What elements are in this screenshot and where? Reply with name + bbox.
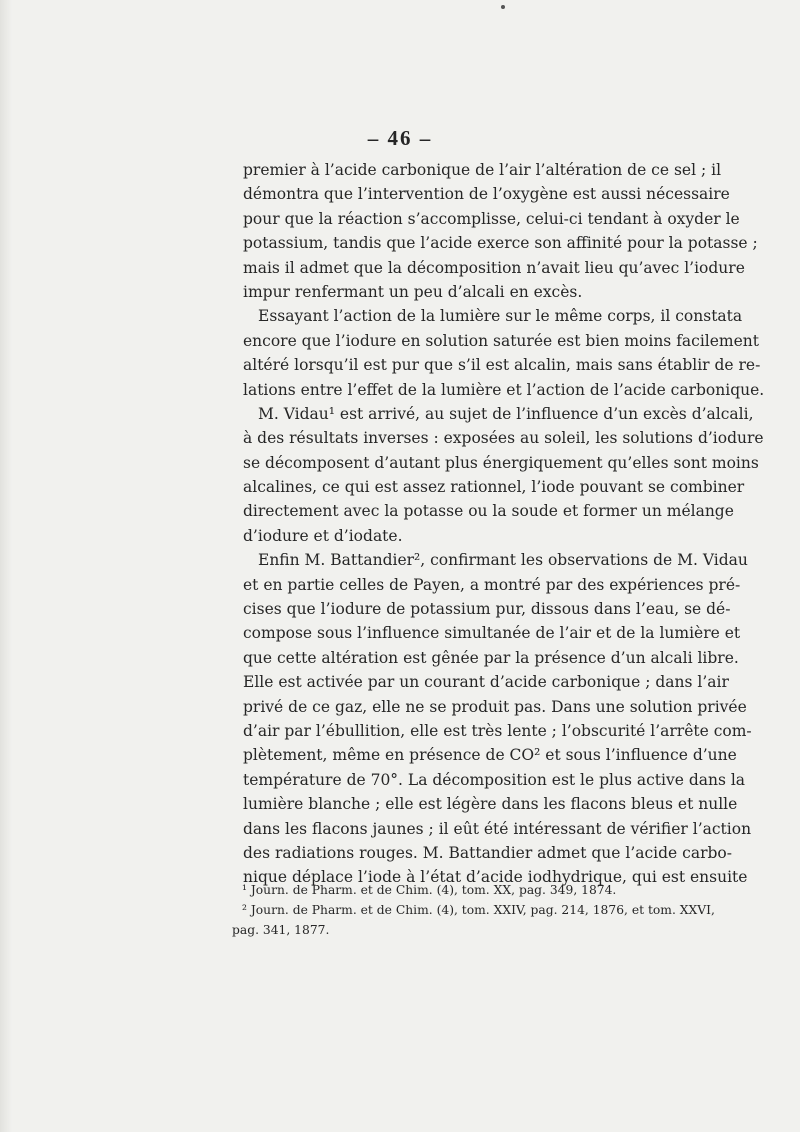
page-edge-shadow <box>0 0 12 1132</box>
footnote-2: ² Journ. de Pharm. et de Chim. (4), tom. XXIV, pag. 214, 1876, et tom. XXVI, <box>242 903 715 917</box>
text-line: potassium, tandis que l’acide exerce son affinité pour la potasse ; <box>243 234 758 253</box>
text-line: lumière blanche ; elle est légère dans les flacons bleus et nulle <box>243 795 738 814</box>
footnote-1: ¹ Journ. de Pharm. et de Chim. (4), tom. XX, pag. 349, 1874. <box>242 883 617 897</box>
print-speck <box>501 5 505 9</box>
text-line: température de 70°. La décomposition est le plus active dans la <box>243 770 746 789</box>
text-line: privé de ce gaz, elle ne se produit pas. Dans une solution privée <box>243 697 747 716</box>
text-line: Elle est activée par un courant d’acide carbonique ; dans l’air <box>243 673 729 692</box>
text-line: d’iodure et d’iodate. <box>243 526 403 545</box>
text-line: démontra que l’intervention de l’oxygène est aussi nécessaire <box>243 185 730 204</box>
paragraph-start: Essayant l’action de la lumière sur le même corps, il constata <box>258 307 743 326</box>
text-line: compose sous l’influence simultanée de l’air et de la lumière et <box>243 624 741 643</box>
text-line: que cette altération est gênée par la présence d’un alcali libre. <box>243 648 739 667</box>
text-line: altéré lorsqu’il est pur que s’il est alcalin, mais sans établir de re- <box>243 356 761 375</box>
text-line: mais il admet que la décomposition n’avait lieu qu’avec l’iodure <box>243 258 745 277</box>
footnotes <box>232 880 715 940</box>
text-line: d’air par l’ébullition, elle est très lente ; l’obscurité l’arrête com- <box>243 721 752 740</box>
footnote-2-continued: pag. 341, 1877. <box>232 923 330 937</box>
paragraph-start: M. Vidau¹ est arrivé, au sujet de l’influence d’un excès d’alcali, <box>258 404 754 423</box>
text-line: des radiations rouges. M. Battandier admet que l’acide carbo- <box>243 843 732 862</box>
text-line: et en partie celles de Payen, a montré par des expériences pré- <box>243 575 741 594</box>
text-line: alcalines, ce qui est assez rationnel, l’iode pouvant se combiner <box>243 478 745 497</box>
text-line: lations entre l’effet de la lumière et l’action de l’acide carbonique. <box>243 380 765 399</box>
text-line: se décomposent d’autant plus énergiquement qu’elles sont moins <box>243 453 759 472</box>
text-line: pour que la réaction s’accomplisse, celui-ci tendant à oxyder le <box>243 209 740 228</box>
text-line: à des résultats inverses : exposées au soleil, les solutions d’iodure <box>243 429 764 448</box>
text-line: plètement, même en présence de CO² et sous l’influence d’une <box>243 746 737 765</box>
text-line: encore que l’iodure en solution saturée est bien moins facilement <box>243 331 760 350</box>
body-text <box>243 158 765 890</box>
text-line: impur renfermant un peu d’alcali en excès. <box>243 282 583 301</box>
paragraph-start: Enfin M. Battandier², confirmant les observations de M. Vidau <box>258 551 748 570</box>
text-line: dans les flacons jaunes ; il eût été intéressant de vérifier l’action <box>243 819 752 838</box>
text-line: premier à l’acide carbonique de l’air l’altération de ce sel ; il <box>243 161 722 179</box>
page-number: – 46 – <box>367 126 433 150</box>
text-line: cises que l’iodure de potassium pur, dissous dans l’eau, se dé- <box>243 600 731 619</box>
text-line: nique déplace l’iode à l’état d’acide iodhydrique, qui est ensuite <box>243 868 748 887</box>
text-line: directement avec la potasse ou la soude et former un mélange <box>243 502 734 521</box>
